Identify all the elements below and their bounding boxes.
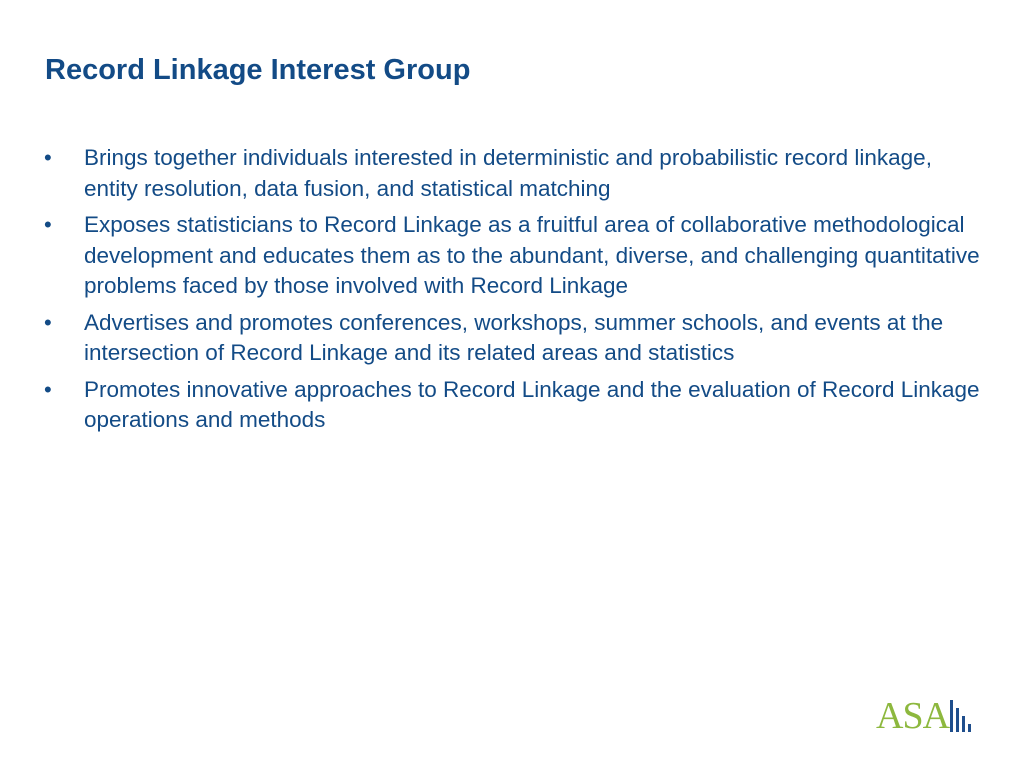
bullet-text: Promotes innovative approaches to Record Linkage and the evaluation of Record Linkage operations and methods (84, 376, 980, 432)
asa-bar-2 (956, 708, 959, 732)
asa-logo (876, 694, 976, 738)
bullet-item (0, 375, 1000, 436)
bullet-dot: • (44, 145, 52, 170)
bullet-list (0, 143, 1000, 442)
asa-bar-3 (962, 716, 965, 732)
bullet-dot: • (44, 212, 52, 237)
asa-logo-text: ASA (876, 695, 950, 737)
bullet-dot: • (44, 309, 52, 335)
bullet-dot: • (44, 376, 52, 402)
bullet-text: Brings together individuals interested in deterministic and probabilistic record linkage, entity resolution, data fusion, and statistical matching (84, 145, 932, 201)
bullet-text: Advertises and promotes conferences, workshops, summer schools, and events at the intersection of Record Linkage and its related areas and statistics (84, 309, 944, 365)
asa-bar-4 (968, 724, 971, 732)
slide-title: Record Linkage Interest Group (45, 54, 471, 86)
asa-bar-1 (950, 700, 953, 732)
bullet-item (0, 210, 1000, 302)
bullet-item (0, 308, 1000, 369)
bullet-item (0, 143, 1000, 204)
asa-bars-icon (948, 694, 974, 738)
bullet-text: Exposes statisticians to Record Linkage as a fruitful area of collaborative methodological development and educates them as to the abundant, diverse, and challenging quantitative problems faced by those involved with Record Linkage (84, 212, 980, 298)
